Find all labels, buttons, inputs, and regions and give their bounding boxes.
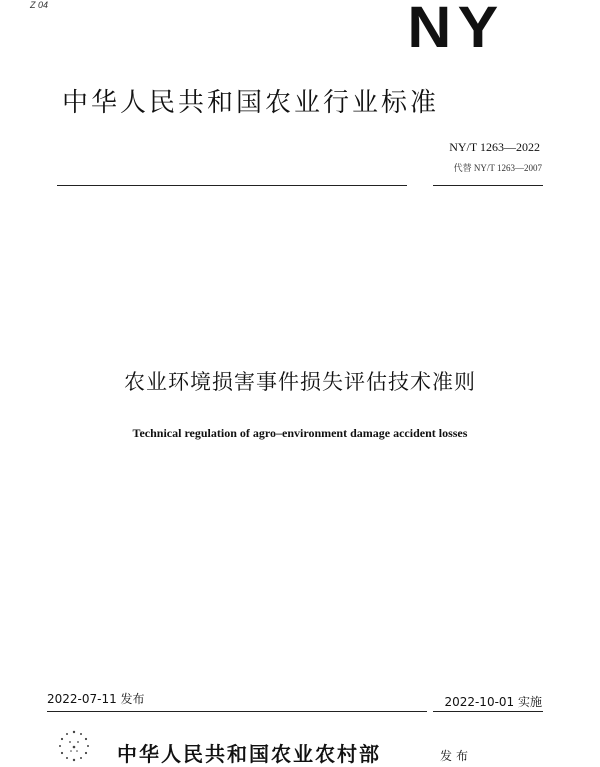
title-chinese: 农业环境损害事件损失评估技术准则: [124, 370, 476, 394]
footer-rule-left: [47, 711, 427, 712]
title-english: Technical regulation of agro–environment damage accident losses: [132, 426, 468, 440]
standard-number: NY/T 1263—2022: [449, 140, 540, 154]
ny-logo: NY: [407, 0, 505, 60]
seal-emblem-icon: [52, 728, 96, 764]
classification-code: Z 04: [30, 0, 49, 10]
issue-date: 2022-07-11 发布: [47, 692, 145, 706]
publisher: 中华人民共和国农业农村部: [117, 742, 381, 766]
header-rule-right: [433, 185, 543, 186]
implementation-date: 2022-10-01 实施: [444, 695, 542, 709]
header-rule-left: [57, 185, 407, 186]
footer-rule-right: [433, 711, 543, 712]
replaces-standard: 代替 NY/T 1263—2007: [453, 163, 542, 173]
publish-label: 发布: [440, 749, 473, 763]
standard-category: 中华人民共和国农业行业标准: [62, 88, 440, 118]
